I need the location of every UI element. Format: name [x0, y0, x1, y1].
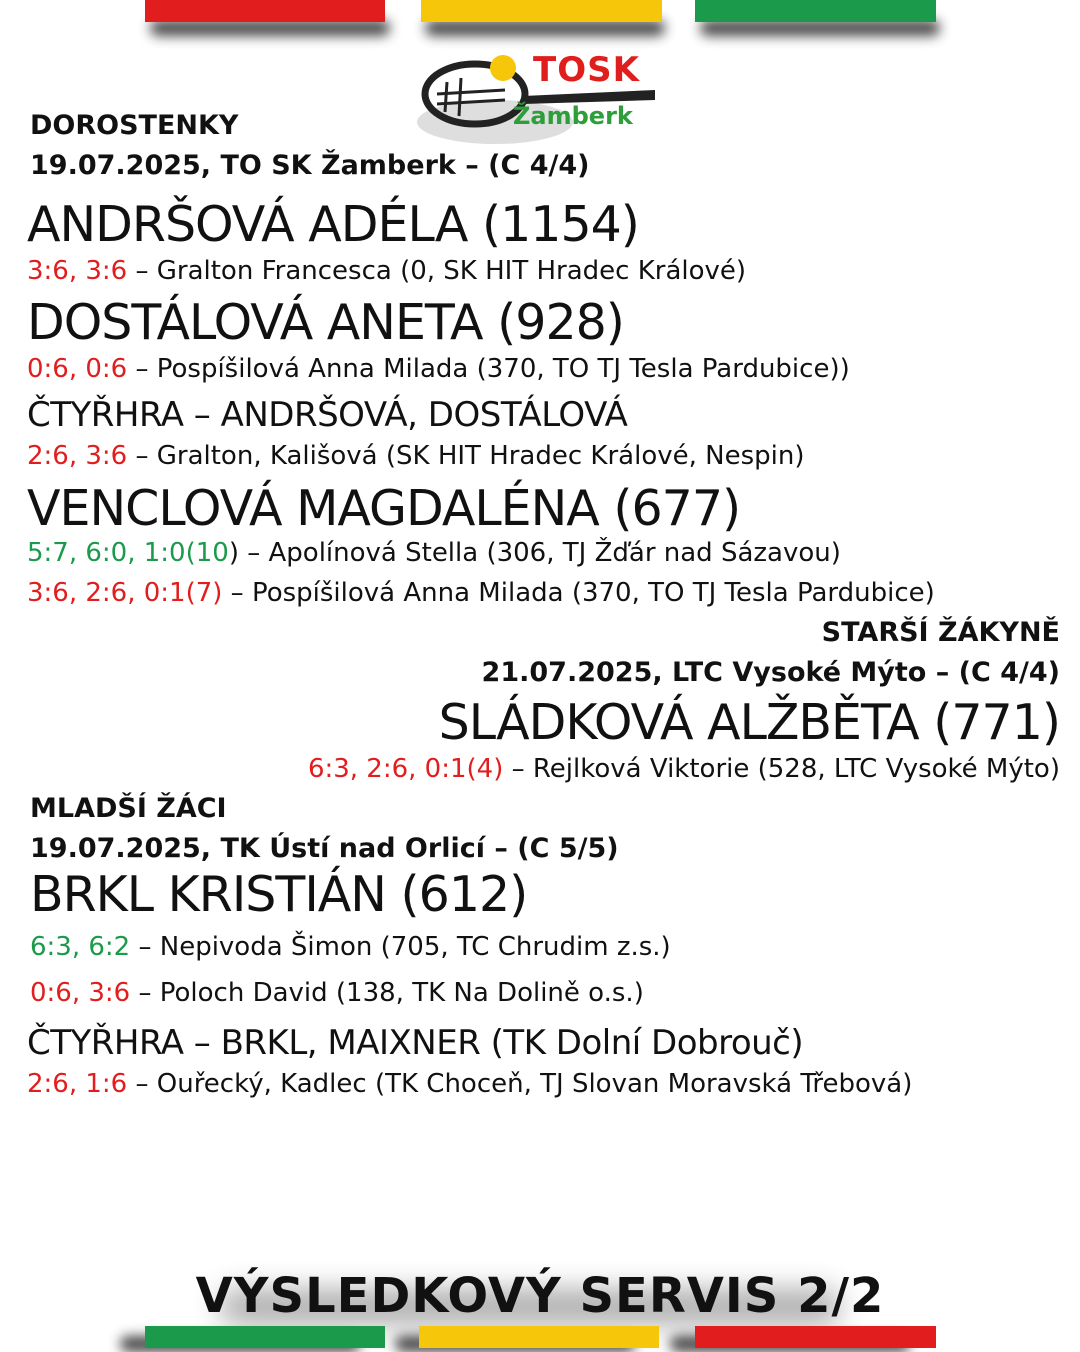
player-name: VENCLOVÁ MAGDALÉNA (677): [27, 480, 741, 537]
opponent: ) – Apolínová Stella (306, TJ Žďár nad Sázavou): [228, 538, 841, 568]
score: 2:6, 1:6: [27, 1069, 128, 1099]
score: 0:6, 3:6: [30, 978, 131, 1008]
category-title: MLADŠÍ ŽÁCI: [30, 793, 227, 824]
opponent: – Pospíšilová Anna Milada (370, TO TJ Tesla Pardubice)): [127, 354, 850, 384]
score: 3:6, 3:6: [27, 256, 128, 286]
player-name: ANDRŠOVÁ ADÉLA (1154): [27, 196, 639, 253]
score: 3:6, 2:6, 0:1(7): [27, 578, 223, 608]
player-name: DOSTÁLOVÁ ANETA (928): [27, 294, 624, 351]
opponent: – Rejlková Viktorie (528, LTC Vysoké Mýto): [503, 754, 1060, 784]
score: 0:6, 0:6: [27, 354, 128, 384]
player-name: SLÁDKOVÁ ALŽBĚTA (771): [438, 694, 1060, 751]
bottom-stripe-red: [695, 1326, 936, 1348]
event-line: 19.07.2025, TO SK Žamberk – (C 4/4): [30, 150, 590, 181]
top-stripe-green: [695, 0, 936, 22]
logo-text-zamberk: Žamberk: [513, 102, 633, 130]
stripe-shadow: [150, 20, 390, 36]
score: 2:6, 3:6: [27, 441, 128, 471]
event-line: 19.07.2025, TK Ústí nad Orlicí – (C 5/5): [30, 833, 619, 864]
match-result: [27, 1069, 912, 1099]
top-stripe-yellow: [421, 0, 662, 22]
bottom-stripe-green: [145, 1326, 385, 1348]
stripe-shadow: [425, 20, 665, 36]
match-result: [27, 441, 804, 471]
footer-title: VÝSLEDKOVÝ SERVIS 2/2: [195, 1268, 885, 1324]
logo-text-tosk: TOSK: [533, 50, 640, 90]
stripe-shadow: [700, 20, 940, 36]
match-result: [27, 578, 935, 608]
score: 5:7, 6:0, 1:0(10: [27, 538, 229, 568]
score: 6:3, 2:6, 0:1(4): [307, 754, 504, 784]
opponent: – Nepivoda Šimon (705, TC Chrudim z.s.): [130, 932, 671, 962]
match-result: [27, 354, 850, 384]
category-title: STARŠÍ ŽÁKYNĚ: [821, 617, 1060, 648]
match-result: [27, 538, 841, 568]
opponent: – Gralton Francesca (0, SK HIT Hradec Králové): [127, 256, 747, 286]
top-stripe-red: [145, 0, 385, 22]
player-name: BRKL KRISTIÁN (612): [30, 866, 528, 923]
score: 6:3, 6:2: [30, 932, 131, 962]
match-result: [27, 256, 746, 286]
doubles-title: ČTYŘHRA – BRKL, MAIXNER (TK Dolní Dobrouč): [27, 1023, 804, 1063]
bottom-stripe-yellow: [419, 1326, 659, 1348]
opponent: – Poloch David (138, TK Na Dolině o.s.): [130, 978, 644, 1008]
event-line: 21.07.2025, LTC Vysoké Mýto – (C 4/4): [481, 657, 1060, 688]
opponent: – Pospíšilová Anna Milada (370, TO TJ Tesla Pardubice): [222, 578, 935, 608]
opponent: – Gralton, Kališová (SK HIT Hradec Králové, Nespin): [127, 441, 805, 471]
doubles-title: ČTYŘHRA – ANDRŠOVÁ, DOSTÁLOVÁ: [27, 395, 628, 435]
category-title: DOROSTENKY: [30, 110, 239, 141]
match-result: [30, 978, 644, 1008]
match-result: [308, 754, 1060, 784]
club-logo: [415, 50, 665, 150]
opponent: – Ouřecký, Kadlec (TK Choceň, TJ Slovan Moravská Třebová): [127, 1069, 913, 1099]
match-result: [30, 932, 671, 962]
